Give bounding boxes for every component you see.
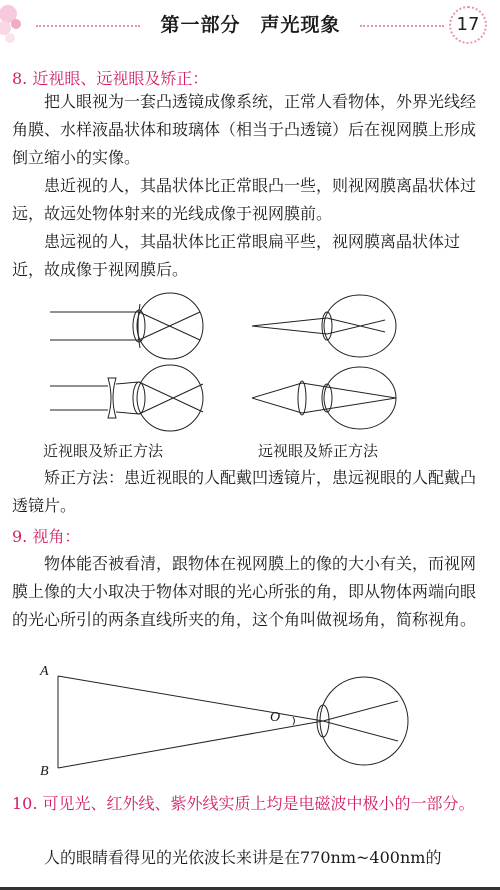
section-8-heading: 8. 近视眼、远视眼及矫正： xyxy=(12,69,209,88)
hyperopic-eye-corrected-diagram xyxy=(252,367,396,429)
section-9-heading: 9. 视角： xyxy=(12,527,81,546)
eye-correction-diagrams xyxy=(40,290,480,435)
section-8-paragraph-2: 患近视的人，其晶状体比正常眼凸一些，则视网膜离晶状体过远，故远处物体射来的光线成像于视网膜前。 xyxy=(12,176,477,223)
myopic-eye-diagram xyxy=(50,293,203,359)
hyperopic-eye-diagram xyxy=(252,295,396,357)
header-dotted-line-right xyxy=(360,25,444,27)
page-number: 17 xyxy=(449,6,487,44)
hyperopia-diagram-caption: 远视眼及矫正方法 xyxy=(258,442,379,460)
chapter-title: 第一部分 声光现象 xyxy=(160,14,341,36)
section-9-paragraph-1: 物体能否被看清，跟物体在视网膜上的像的大小有关，而视网膜上像的大小取决于物体对眼的光心所张的角，即从物体两端向眼的光心所引的两条直线所夹的角，这个角叫做视场角，简称视角。 xyxy=(12,554,477,629)
myopic-eye-corrected-diagram xyxy=(50,365,203,431)
visual-angle-diagram xyxy=(30,662,420,782)
section-8-paragraph-4: 矫正方法：患近视眼的人配戴凹透镜片，患远视眼的人配戴凸透镜片。 xyxy=(12,468,477,515)
header-dotted-line-left xyxy=(36,25,140,27)
section-10-heading: 10. 可见光、红外线、紫外线实质上均是电磁波中极小的一部分。 xyxy=(12,794,475,813)
optical-center-label: O xyxy=(270,710,281,725)
point-b-label: B xyxy=(40,764,49,779)
flower-decoration-icon xyxy=(0,0,30,50)
section-8-paragraph-3: 患远视的人，其晶状体比正常眼扁平些，视网膜离晶状体过近，故成像于视网膜后。 xyxy=(12,232,461,279)
section-10-paragraph-1: 人的眼睛看得见的光依波长来讲是在770nm~400nm的 xyxy=(44,848,442,867)
page-header xyxy=(0,0,500,50)
myopia-diagram-caption: 近视眼及矫正方法 xyxy=(43,442,164,460)
point-a-label: A xyxy=(40,664,49,679)
section-8-paragraph-1: 把人眼视为一套凸透镜成像系统，正常人看物体，外界光线经角膜、水样液晶状体和玻璃体（相当于凸透镜）后在视网膜上形成倒立缩小的实像。 xyxy=(12,92,477,167)
